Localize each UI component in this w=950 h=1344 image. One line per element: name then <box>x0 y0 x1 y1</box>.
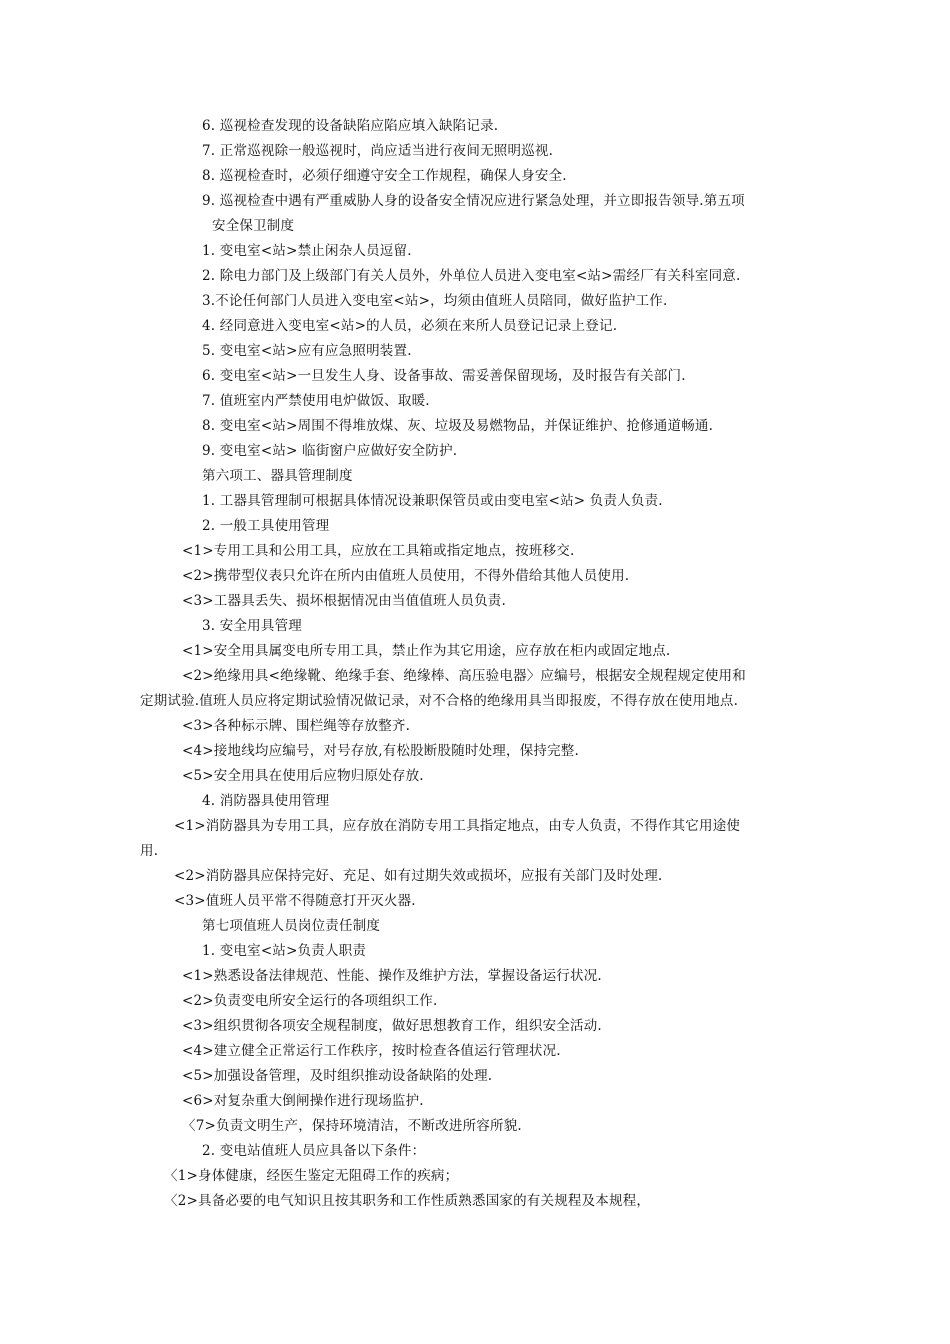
text-line: 7. 正常巡视除一般巡视时，尚应适当进行夜间无照明巡视. <box>202 143 554 159</box>
text-line: 用. <box>140 843 159 859</box>
text-line: 1. 变电室<站>禁止闲杂人员逗留. <box>202 243 412 259</box>
text-line: 〈1>身体健康，经医生鉴定无阻碍工作的疾病； <box>164 1168 459 1184</box>
text-line: 〈7>负责文明生产，保持环境清洁，不断改进所容所貌. <box>182 1118 522 1134</box>
text-line: 5. 变电室<站>应有应急照明装置. <box>202 343 412 359</box>
text-line: 3. 安全用具管理 <box>202 618 302 634</box>
text-line: <5>安全用具在使用后应物归原处存放. <box>182 768 424 784</box>
text-line: 定期试验.值班人员应将定期试验情况做记录，对不合格的绝缘用具当即报废，不得存放在使用地点. <box>140 693 739 709</box>
text-line: <1>专用工具和公用工具，应放在工具箱或指定地点，按班移交. <box>182 543 575 559</box>
text-line: <3>各种标示牌、围栏绳等存放整齐. <box>182 718 411 734</box>
text-line: <2>负责变电所安全运行的各项组织工作. <box>182 993 438 1009</box>
text-line: 第七项值班人员岗位责任制度 <box>202 918 381 934</box>
text-line: 4. 消防器具使用管理 <box>202 793 330 809</box>
text-line: 8. 巡视检查时，必须仔细遵守安全工作规程，确保人身安全. <box>202 168 567 184</box>
text-line: <2>携带型仪表只允许在所内由值班人员使用，不得外借给其他人员使用. <box>182 568 630 584</box>
text-line: 9. 巡视检查中遇有严重威胁人身的设备安全情况应进行紧急处理，并立即报告领导.第五项 <box>202 193 745 209</box>
text-line: <3>组织贯彻各项安全规程制度，做好思想教育工作，组织安全活动. <box>182 1018 602 1034</box>
text-line: <1>消防器具为专用工具，应存放在消防专用工具指定地点，由专人负责，不得作其它用途使 <box>174 818 741 834</box>
text-line: 4. 经同意进入变电室<站>的人员，必须在来所人员登记记录上登记. <box>202 318 618 334</box>
text-line: <2>绝缘用具<绝缘靴、绝缘手套、绝缘棒、高压验电器〉应编号，根据安全规程规定使用和 <box>182 668 746 684</box>
text-line: 6. 变电室<站>一旦发生人身、设备事故、需妥善保留现场，及时报告有关部门. <box>202 368 686 384</box>
text-line: 8. 变电室<站>周围不得堆放煤、灰、垃圾及易燃物品，并保证维护、抢修通道畅通. <box>202 418 714 434</box>
text-line: 2. 除电力部门及上级部门有关人员外，外单位人员进入变电室<站>需经厂有关科室同意. <box>202 268 741 284</box>
text-line: <4>建立健全正常运行工作秩序，按时检查各值运行管理状况. <box>182 1043 561 1059</box>
text-line: 1. 工器具管理制可根据具体情况设兼职保管员或由变电室<站> 负责人负责. <box>202 493 663 509</box>
text-line: <4>接地线均应编号，对号存放,有松股断股随时处理，保持完整. <box>182 743 579 759</box>
text-line: <3>工器具丢失、损坏根据情况由当值值班人员负责. <box>182 593 507 609</box>
text-line: <1>熟悉设备法律规范、性能、操作及维护方法，掌握设备运行状况. <box>182 968 602 984</box>
text-line: 9. 变电室<站> 临街窗户应做好安全防护. <box>202 443 458 459</box>
text-line: 第六项工、器具管理制度 <box>202 468 353 484</box>
text-line: <5>加强设备管理，及时组织推动设备缺陷的处理. <box>182 1068 493 1084</box>
text-line: 6. 巡视检查发现的设备缺陷应陷应填入缺陷记录. <box>202 118 499 134</box>
text-line: <2>消防器具应保持完好、充足、如有过期失效或损坏，应报有关部门及时处理. <box>174 868 663 884</box>
text-line: 7. 值班室内严禁使用电炉做饭、取暖. <box>202 393 430 409</box>
text-line: 2. 变电站值班人员应具备以下条件： <box>202 1143 426 1159</box>
text-line: 2. 一般工具使用管理 <box>202 518 330 534</box>
text-line: 3.不论任何部门人员进入变电室<站>，均须由值班人员陪同，做好监护工作. <box>202 293 668 309</box>
text-line: <1>安全用具属变电所专用工具，禁止作为其它用途，应存放在柜内或固定地点. <box>182 643 671 659</box>
text-line: 1. 变电室<站>负责人职责 <box>202 943 367 959</box>
text-line: <3>值班人员平常不得随意打开灭火器. <box>174 893 416 909</box>
text-line: 安全保卫制度 <box>212 218 295 234</box>
text-line: 〈2>具备必要的电气知识且按其职务和工作性质熟悉国家的有关规程及本规程， <box>164 1193 651 1209</box>
text-line: <6>对复杂重大倒闸操作进行现场监护. <box>182 1093 424 1109</box>
